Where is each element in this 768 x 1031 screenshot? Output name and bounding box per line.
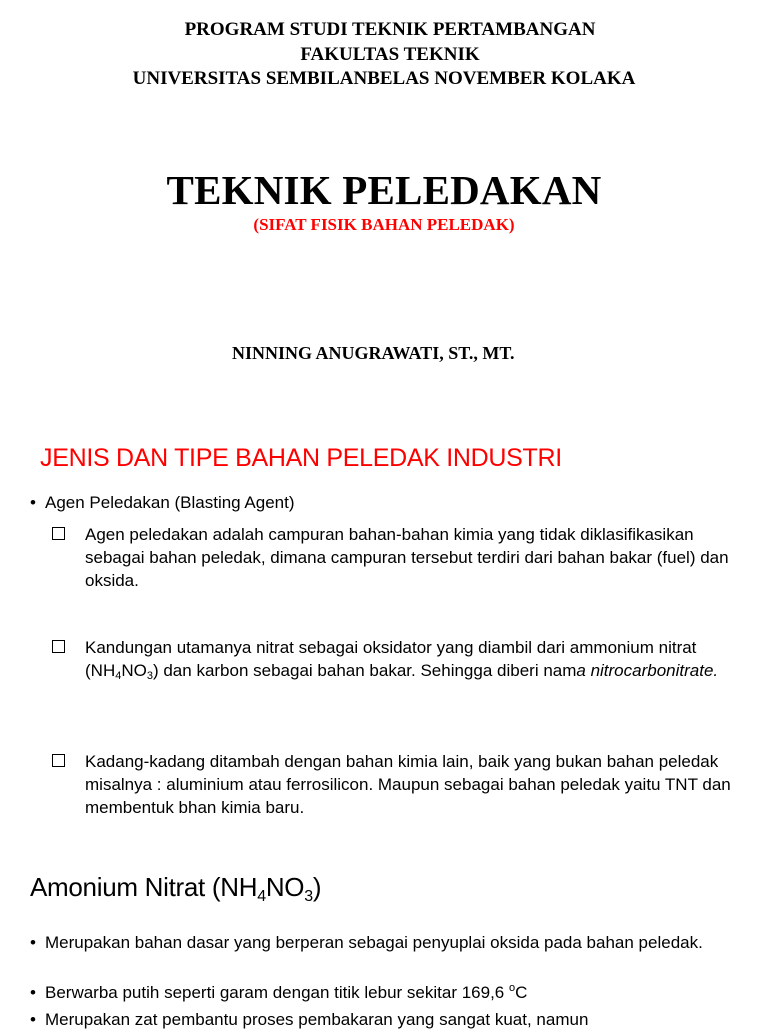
bullet-text: Merupakan bahan dasar yang berperan sebagai penyuplai oksida pada bahan peledak.: [45, 933, 703, 952]
paragraph-additives: Kadang-kadang ditambah dengan bahan kimia lain, baik yang bukan bahan peledak misalnya : aluminium atau ferrosilicon. Maupun sebagai bahan peledak yaitu TNT dan membentuk bhan kimia baru.: [85, 752, 731, 817]
bullet-dot-icon: •: [30, 493, 36, 512]
text: Berwarba putih seperti garam dengan titik lebur sekitar 169,6: [45, 983, 509, 1002]
bullet-dot-icon: •: [30, 1010, 36, 1029]
paragraph-composition: [85, 636, 745, 682]
paragraph-definition: Agen peledakan adalah campuran bahan-bahan kimia yang tidak diklasifikasikan sebagai bahan peledak, dimana campuran tersebut terdiri dari bahan bakar (fuel) dan oksida.: [85, 525, 729, 590]
text: NO: [265, 872, 305, 902]
text: ) dan karbon sebagai bahan bakar. Sehingga diberi nam: [152, 661, 577, 680]
bullet-item: [30, 931, 745, 954]
subscript: 3: [146, 670, 153, 682]
hollow-square-icon: [52, 754, 65, 767]
subscript: 4: [115, 670, 122, 682]
institution-faculty: FAKULTAS TEKNIK: [300, 44, 480, 65]
italic-term: a nitrocarbonitrate.: [576, 661, 719, 680]
hollow-square-icon: [52, 640, 65, 653]
bullet-text: Agen Peledakan (Blasting Agent): [45, 493, 295, 512]
slide-title: TEKNIK PELEDAKAN: [166, 167, 602, 213]
subscript: 3: [304, 888, 313, 905]
bullet-item: [30, 1008, 745, 1031]
subscript: 4: [257, 888, 266, 905]
bullet-text: Merupakan zat pembantu proses pembakaran yang sangat kuat, namun: [45, 1010, 589, 1029]
author-name: NINNING ANUGRAWATI, ST., MT.: [232, 343, 515, 363]
institution-program: PROGRAM STUDI TEKNIK PERTAMBANGAN: [184, 19, 596, 40]
text: Kandungan utamanya nitrat sebagai oksidator yang diambil dari ammonium nitrat (NH: [85, 638, 697, 680]
text: NO: [121, 661, 147, 680]
text: C: [515, 983, 528, 1002]
bullet-text: [45, 983, 527, 1002]
hollow-square-icon: [52, 527, 65, 540]
section-heading-amonium-nitrat: [30, 872, 321, 903]
text: ): [312, 872, 322, 902]
section-heading-jenis: JENIS DAN TIPE BAHAN PELEDAK INDUSTRI: [40, 444, 562, 472]
bullet-dot-icon: •: [30, 933, 36, 952]
text: Amonium Nitrat (NH: [30, 872, 258, 902]
bullet-item: [30, 491, 295, 514]
institution-university: UNIVERSITAS SEMBILANBELAS NOVEMBER KOLAKA: [132, 68, 636, 89]
bullet-item: [30, 981, 745, 1004]
bullet-dot-icon: •: [30, 983, 36, 1002]
superscript: o: [508, 982, 516, 994]
slide-subtitle: (SIFAT FISIK BAHAN PELEDAK): [253, 215, 515, 234]
